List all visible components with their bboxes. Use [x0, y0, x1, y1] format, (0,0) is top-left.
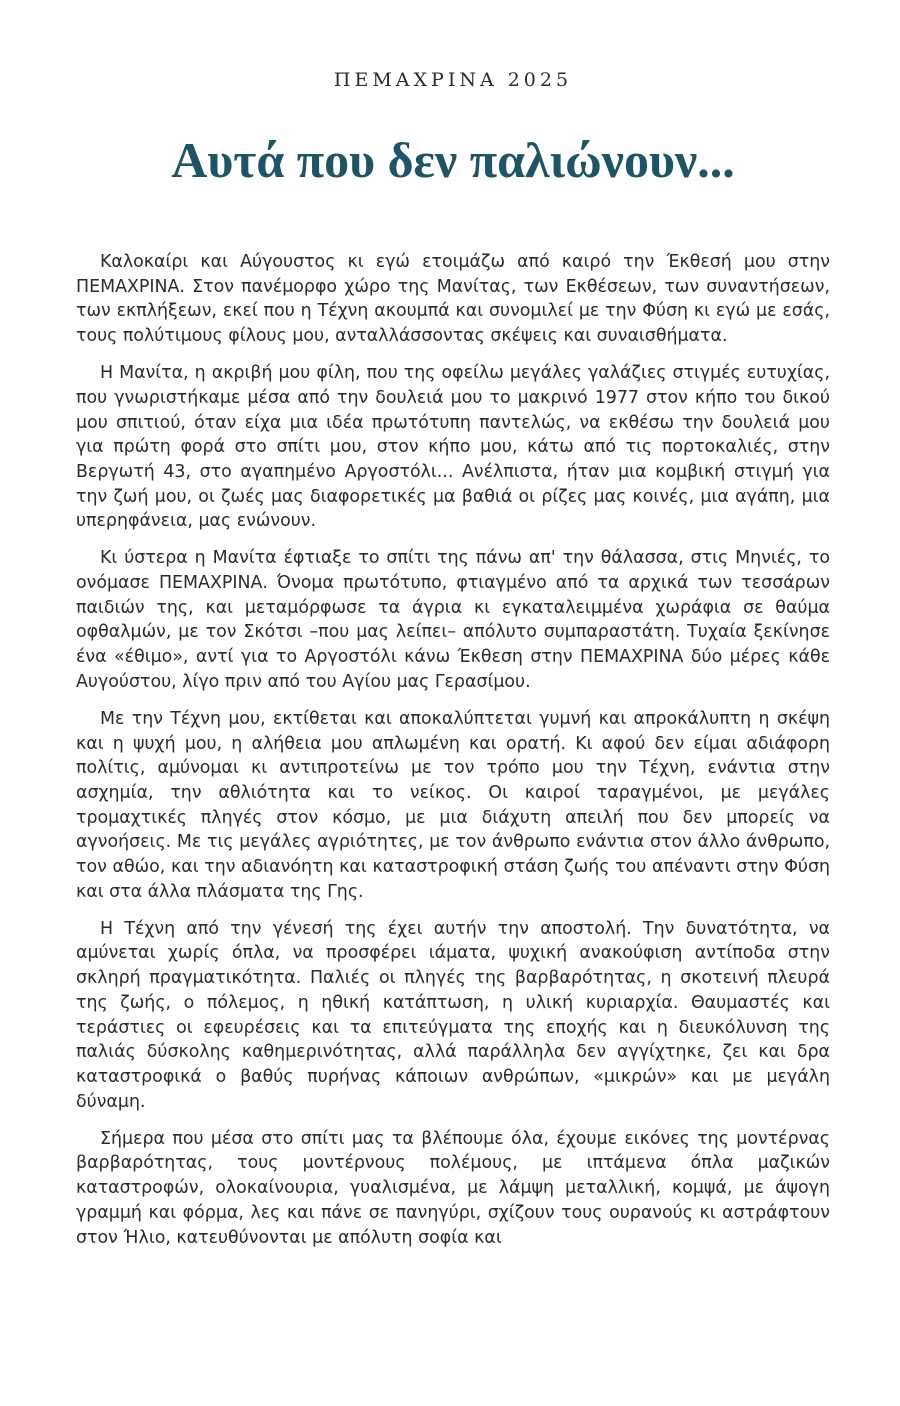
- paragraph: Η Μανίτα, η ακριβή μου φίλη, που της οφείλω μεγάλες γαλάζιες στιγμές ευτυχίας, που γνωριστήκαμε μέσα από την δουλειά μου το μακρινό 1977 στον κήπο του δικού μου σπιτιού, όταν είχα μια ιδέα πρωτότυπη παντελώς, να εκθέσω την δουλειά μου για πρώτη φορά στο σπίτι μου, στον κήπο μου, κάτω από τις πορτοκαλιές, στην Βεργωτή 43, στο αγαπημένο Αργοστόλι... Ανέλπιστα, ήταν μια κομβική στιγμή για την ζωή μου, οι ζωές μας διαφορετικές μα βαθιά οι ρίζες μας κοινές, μια αγάπη, μια υπερηφάνεια, μας ενώνουν.: [76, 363, 830, 532]
- paragraph: Με την Τέχνη μου, εκτίθεται και αποκαλύπτεται γυμνή και απροκάλυπτη η σκέψη και η ψυχή μου, η αλήθεια μου απλωμένη και ορατή. Κι αφού δεν είμαι αδιάφορη πολίτις, αμύνομαι κι αντιπροτείνω με τον τρόπο μου την Τέχνη, ενάντια στην ασχημία, την αθλιότητα και το νείκος. Οι καιροί ταραγμένοι, με μεγάλες τρομαχτικές πληγές στον κόσμο, με μια διάχυτη απειλή που δεν μπορείς να αγνοήσεις. Με τις μεγάλες αγριότητες, με τον άνθρωπο ενάντια στον άλλο άνθρωπο, τον αθώο, και την αδιανόητη και καταστροφική στάση ζωής του απέναντι στην Φύση και στα άλλα πλάσματα της Γης.: [76, 708, 830, 902]
- paragraph: Καλοκαίρι και Αύγουστος κι εγώ ετοιμάζω από καιρό την Έκθεσή μου στην ΠΕΜΑΧΡΙΝΑ. Στον πανέμορφο χώρο της Μανίτας, των Εκθέσεων, των συναντήσεων, των εκπλήξεων, εκεί που η Τέχνη ακουμπά και συνομιλεί με την Φύση κι εγώ με εσάς, τους πολύτιμους φίλους μου, ανταλλάσσοντας σκέψεις και συναισθήματα.: [76, 252, 830, 347]
- running-header: ΠΕΜΑΧΡΙΝΑ 2025: [333, 69, 573, 91]
- article-body: [76, 250, 830, 1250]
- article-title: Αυτά που δεν παλιώνουν...: [171, 132, 735, 188]
- paragraph: Η Τέχνη από την γένεσή της έχει αυτήν την αποστολή. Την δυνατότητα, να αμύνεται χωρίς όπλα, να προσφέρει ιάματα, ψυχική ανακούφιση αντίποδα στην σκληρή πραγματικότητα. Παλιές οι πληγές της βαρβαρότητας, η σκοτεινή πλευρά της ζωής, ο πόλεμος, η ηθική κατάπτωση, η υλική κυριαρχία. Θαυμαστές και τεράστιες οι εφευρέσεις και τα επιτεύγματα της εποχής και η διευκόλυνση της παλιάς δύσκολης καθημερινότητας, αλλά παράλληλα δεν αγγίχτηκε, ζει και δρα καταστροφικά ο βαθύς πυρήνας κάποιων ανθρώπων, «μικρών» και με μεγάλη δύναμη.: [76, 918, 830, 1112]
- paragraph: Κι ύστερα η Μανίτα έφτιαξε το σπίτι της πάνω απ' την θάλασσα, στις Μηνιές, το ονόμασε ΠΕΜΑΧΡΙΝΑ. Όνομα πρωτότυπο, φτιαγμένο από τα αρχικά των τεσσάρων παιδιών της, και μεταμόρφωσε τα άγρια κι εγκαταλειμμένα χωράφια σε θαύμα οφθαλμών, με τον Σκότσι –που μας λείπει– απόλυτο συμπαραστάτη. Τυχαία ξεκίνησε ένα «έθιμο», αντί για το Αργοστόλι κάνω Έκθεση στην ΠΕΜΑΧΡΙΝΑ δύο μέρες κάθε Αυγούστου, λίγο πριν από του Αγίου μας Γερασίμου.: [76, 548, 830, 692]
- paragraph: Σήμερα που μέσα στο σπίτι μας τα βλέπουμε όλα, έχουμε εικόνες της μοντέρνας βαρβαρότητας, τους μοντέρνους πολέμους, με ιπτάμενα όπλα μαζικών καταστροφών, ολοκαίνουρια, γυαλισμένα, με λάμψη μεταλλική, κομψά, με άψογη γραμμή και φόρμα, λες και πάνε σε πανηγύρι, σχίζουν τους ουρανούς κι αστράφτουν στον Ήλιο, κατευθύνονται με απόλυτη σοφία και: [76, 1128, 830, 1248]
